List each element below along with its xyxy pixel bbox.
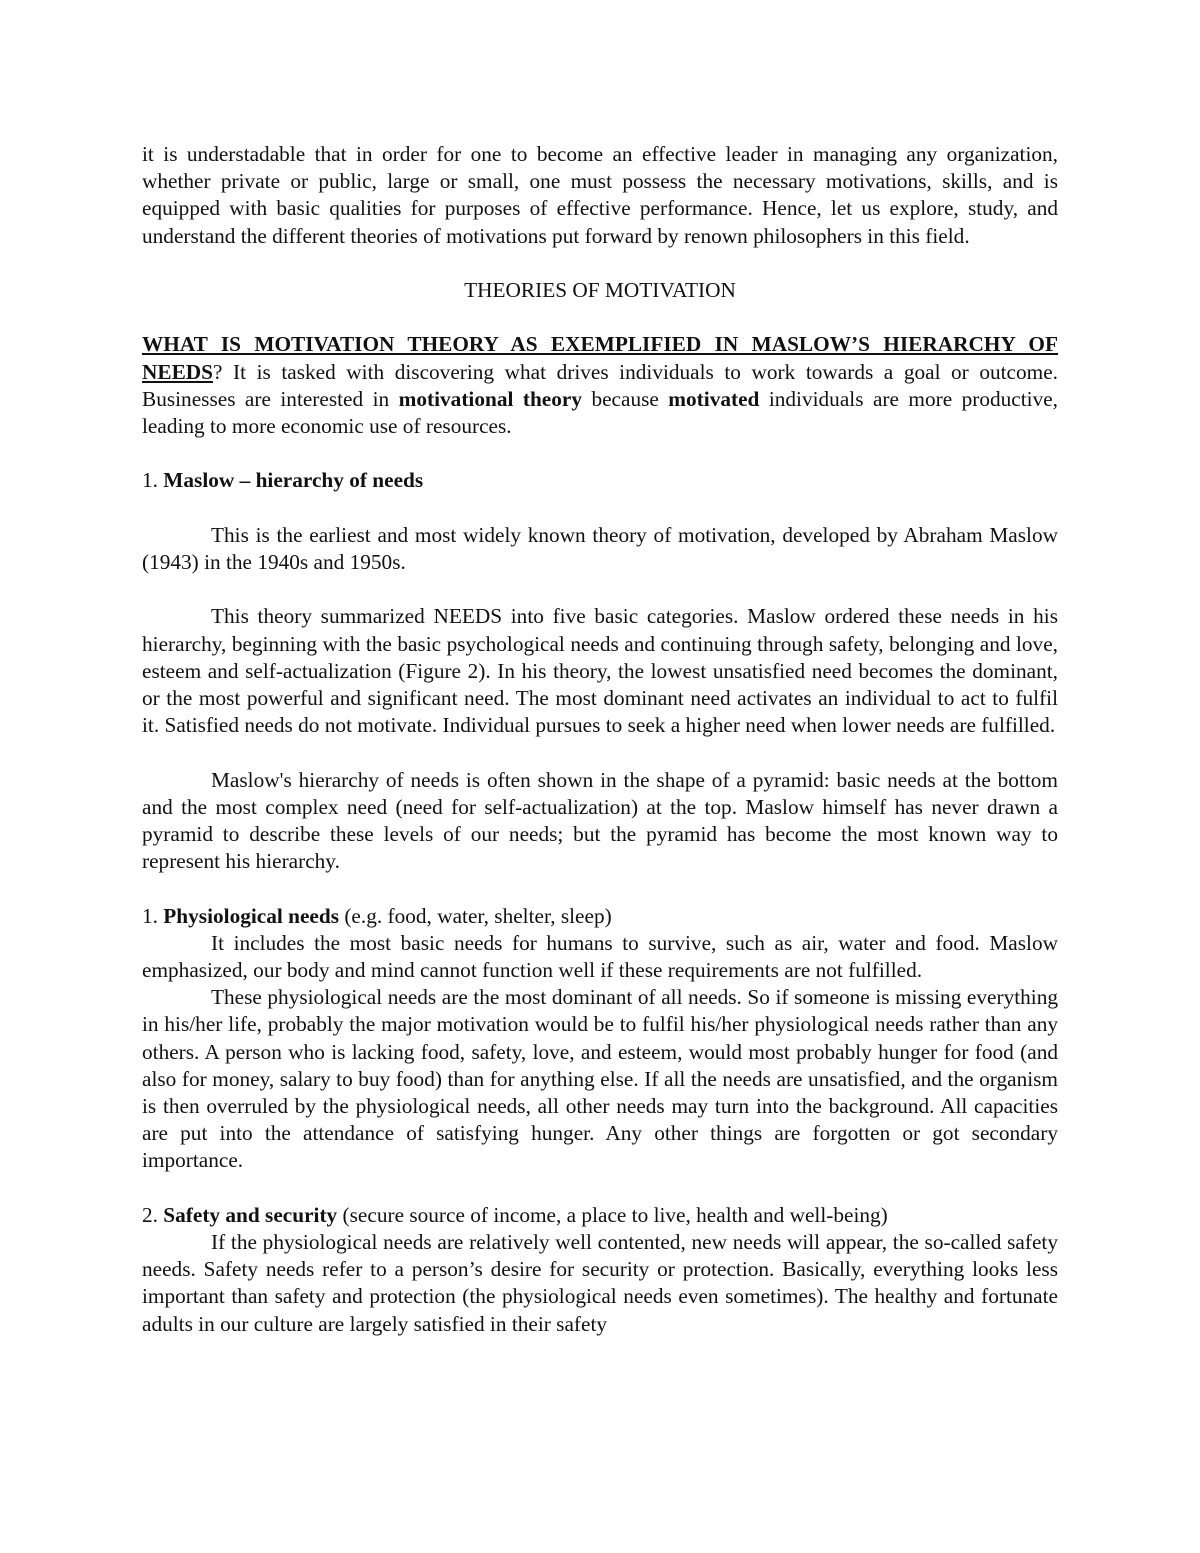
physiological-heading: 1. Physiological needs (e.g. food, water, shelter, sleep) (142, 903, 612, 928)
bold-motivated: motivated (668, 386, 760, 411)
physiological-paragraph-1: It includes the most basic needs for humans to survive, such as air, water and food. Maslow emphasized, our body and mind cannot function well if these requirements are not fulfilled. (142, 930, 1058, 982)
document-page (142, 141, 1058, 1338)
maslow-paragraph-3: Maslow's hierarchy of needs is often shown in the shape of a pyramid: basic needs at the bottom and the most complex need (need for self-actualization) at the top. Maslow himself has never drawn a pyramid to describe these levels of our needs; but the pyramid has become the most known way to represent his hierarchy. (142, 767, 1058, 874)
bold-motivational-theory: motivational theory (398, 386, 582, 411)
motivation-theory-paragraph: WHAT IS MOTIVATION THEORY AS EXEMPLIFIED IN MASLOW’S HIERARCHY OF NEEDS? It is tasked with discovering what drives individuals to work towards a goal or outcome. Businesses are interested in motivational theory because motivated individuals are more productive, leading to more economic use of resources. (142, 332, 1058, 438)
safety-paragraph-1: If the physiological needs are relatively well contented, new needs will appear, the so-called safety needs. Safety needs refer to a person’s desire for security or protection. Basically, everything looks less important than safety and protection (the physiological needs even sometimes). The healthy and fortunate adults in our culture are largely satisfied in their safety (142, 1230, 1058, 1336)
section-title: THEORIES OF MOTIVATION (464, 278, 736, 302)
maslow-heading: 1. Maslow – hierarchy of needs (142, 468, 424, 493)
safety-heading: 2. Safety and security (secure source of income, a place to live, health and well-being) (142, 1202, 888, 1227)
maslow-paragraph-2: This theory summarized NEEDS into five basic categories. Maslow ordered these needs in his hierarchy, beginning with the basic psychological needs and continuing through safety, belonging and love, esteem and self-actualization (Figure 2). In his theory, the lowest unsatisfied need becomes the dominant, or the most powerful and significant need. The most dominant need activates an individual to act to fulfil it. Satisfied needs do not motivate. Individual pursues to seek a higher need when lower needs are fulfilled. (142, 604, 1058, 738)
intro-paragraph: it is understadable that in order for one to become an effective leader in managing any organization, whether private or public, large or small, one must possess the necessary motivations, skills, and is equipped with basic qualities for purposes of effective performance. Hence, let us explore, study, and understand the different theories of motivations put forward by renown philosophers in this field. (142, 142, 1058, 248)
physiological-paragraph-2: These physiological needs are the most dominant of all needs. So if someone is missing everything in his/her life, probably the major motivation would be to fulfil his/her physiological needs rather than any others. A person who is lacking food, safety, love, and esteem, would most probably hunger for food (and also for money, salary to buy food) than for anything else. If all the needs are unsatisfied, and the organism is then overruled by the physiological needs, all other needs may turn into the background. All capacities are put into the attendance of satisfying hunger. Any other things are forgotten or got secondary importance. (142, 985, 1058, 1173)
motivation-theory-heading: WHAT IS MOTIVATION THEORY AS EXEMPLIFIED IN MASLOW’S HIERARCHY OF NEEDS (142, 332, 1058, 384)
maslow-paragraph-1: This is the earliest and most widely known theory of motivation, developed by Abraham Maslow (1943) in the 1940s and 1950s. (142, 522, 1058, 574)
